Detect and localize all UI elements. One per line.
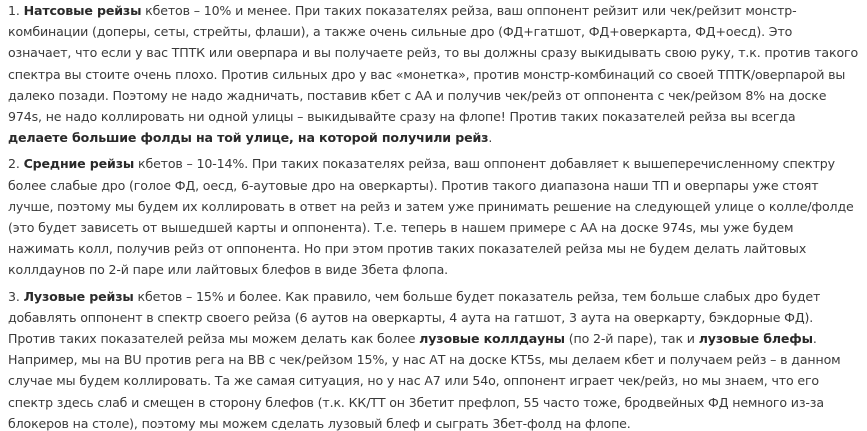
- term-natsovye-reizy: Натсовые рейзы: [23, 3, 142, 18]
- emphasis-big-folds: делаете большие фолды на той улице, на которой получили рейз: [8, 130, 489, 146]
- term-srednie-reizy: Средние рейзы: [23, 156, 135, 172]
- paragraph-natsovye-reizy: [8, 0, 859, 148]
- term-luzovye-reizy: Лузовые рейзы: [23, 288, 134, 304]
- paragraph-text: . Например, мы на BU против рега на BB с чек/рейзом 15%, у нас АТ на доске КТ5s, мы делаем кбет и получаем рейз – в данном случае мы будем коллировать. Та же самая ситуация, но у нас А7 или 54о, оппонент играет чек/рейз, но мы знаем, что его спектр здесь слаб и смещен в сторону блефов (т.к. КК/ТТ он 3бетит префлоп, 55 часто тоже, бродвейных ФД немного из-за блокеров на столе), поэтому мы можем сделать лузовый блеф и сыграть 3бет-фолд на флопе.: [8, 331, 841, 431]
- paragraph-srednie-reizy: [8, 153, 859, 280]
- paragraph-text: кбетов – 10% и менее. При таких показателях рейза, ваш оппонент рейзит или чек/рейзит монстр-комбинации (доперы, сеты, стрейты, флаши), а также очень сильные дро (ФД+гатшот, ФД+оверкарта, ФД+оесд). Это означает, что если у вас ТПТК или оверпара и вы получаете рейз, то вы должны сразу выкидывать свою руку, т.к. против такого спектра вы стоите очень плохо. Против сильных дро у вас «монетка», против монстр-комбинаций со своей ТПТК/оверпарой вы далеко позади. Поэтому не надо жадничать, поставив кбет с АА и получив чек/рейз от оппонента с чек/рейзом 8% на доске 974s, не надо коллировать ни одной улицы – выкидывайте сразу на флопе! Против таких показателей рейза вы всегда: [8, 3, 859, 125]
- list-number: 1.: [8, 3, 24, 18]
- list-number: 2.: [8, 156, 24, 172]
- emphasis-loose-bluffs: лузовые блефы: [698, 331, 813, 347]
- list-number: 3.: [8, 288, 24, 304]
- paragraph-text: кбетов – 15% и более. Как правило, чем больше будет показатель рейза, тем больше слабых дро будет добавлять оппонент в спектр своего рейза (6 аутов на оверкарты, 4 аута на гатшот, 3 аута на оверкарту, бэкдорные ФД). Против таких показателей рейза мы можем делать как более: [8, 288, 821, 347]
- emphasis-loose-calldowns: лузовые коллдауны: [419, 331, 565, 347]
- paragraph-text: .: [488, 130, 493, 146]
- paragraph-text: кбетов – 10-14%. При таких показателях рейза, ваш оппонент добавляет к вышеперечисленному спектру более слабые дро (голое ФД, оесд, 6-аутовые дро на оверкарты). Против такого диапазона наши ТП и оверпары уже стоят лучше, поэтому мы будем их коллировать в ответ на рейз и затем уже принимать решение на следующей улице о колле/фолде (это будет зависеть от вышедшей карты и оппонента). Т.е. теперь в нашем примере с АА на доске 974s, мы уже будем нажимать колл, получив рейз от оппонента. Но при этом против таких показателей рейза мы не будем делать лайтовых коллдаунов по 2-й паре или лайтовых блефов в виде 3бета флопа.: [8, 156, 854, 278]
- paragraph-text: (по 2-й паре), так и: [564, 331, 699, 347]
- paragraph-luzovye-reizy: [8, 286, 859, 431]
